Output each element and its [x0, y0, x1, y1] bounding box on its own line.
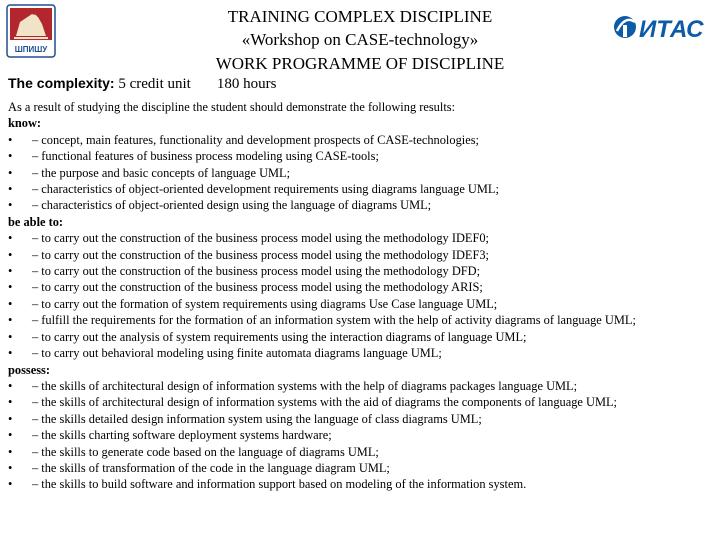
bullet-marker: •: [8, 264, 13, 279]
list-item-text: – to carry out the construction of the business process model using the methodology IDEF0;: [32, 231, 490, 246]
section-heading-know: know:: [8, 116, 42, 131]
list-item: [8, 230, 712, 246]
list-item-text: – the skills of transformation of the code in the language diagram UML;: [32, 460, 390, 475]
complexity-label: The complexity:: [8, 75, 115, 91]
list-item-text: – fulfill the requirements for the formation of an information system with the help of activity diagrams of language UML;: [32, 313, 636, 328]
complexity-hours: 180 hours: [216, 76, 277, 92]
title-line-3: WORK PROGRAMME OF DISCIPLINE: [215, 54, 505, 73]
intro-text: As a result of studying the discipline the student should demonstrate the following results:: [8, 100, 456, 114]
bullet-marker: •: [8, 149, 13, 164]
list-item-text: – characteristics of object-oriented development requirements using diagrams language UML;: [32, 182, 499, 197]
bullet-marker: •: [8, 280, 13, 295]
list-item-text: – the skills to build software and information support based on modeling of the information system.: [32, 477, 527, 492]
list-item: [8, 411, 712, 427]
list-item: [8, 197, 712, 213]
list-item: [8, 345, 712, 361]
list-item-text: – to carry out the analysis of system requirements using the interaction diagrams of language UML;: [32, 329, 527, 344]
list-item: [8, 279, 712, 295]
list-item-text: – the purpose and basic concepts of language UML;: [32, 165, 291, 180]
list-item-text: – functional features of business process modeling using CASE-tools;: [32, 149, 379, 164]
list-item-text: – the skills of architectural design of information systems with the help of diagrams packages language UML;: [32, 378, 578, 393]
title-line-1: TRAINING COMPLEX DISCIPLINE: [227, 7, 493, 26]
bullet-marker: •: [8, 198, 13, 213]
list-item-text: – characteristics of object-oriented design using the language of diagrams UML;: [32, 198, 432, 213]
list-item: [8, 444, 712, 460]
bullet-marker: •: [8, 165, 13, 180]
programme-content: [8, 99, 712, 493]
bullet-marker: •: [8, 460, 13, 475]
bullet-marker: •: [8, 378, 13, 393]
possess-list: [8, 378, 712, 493]
bullet-marker: •: [8, 411, 13, 426]
be-able-to-list: [8, 230, 712, 361]
list-item-text: – to carry out the construction of the business process model using the methodology DFD;: [32, 264, 481, 279]
complexity-row: [8, 74, 276, 93]
list-item: [8, 165, 712, 181]
complexity-credits: 5 credit unit: [118, 76, 191, 92]
list-item-text: – the skills to generate code based on the language of diagrams UML;: [32, 444, 379, 459]
university-logo-text: ШПИШУ: [14, 45, 48, 54]
bullet-marker: •: [8, 247, 13, 262]
bullet-marker: •: [8, 329, 13, 344]
section-heading-be-able-to: be able to:: [8, 214, 64, 229]
list-item: [8, 394, 712, 410]
list-item: [8, 460, 712, 476]
bullet-marker: •: [8, 477, 13, 492]
itas-logo-text: ИТАС: [639, 16, 704, 43]
bullet-marker: •: [8, 313, 13, 328]
itas-logo: [612, 10, 716, 44]
know-list: [8, 132, 712, 214]
list-item: [8, 132, 712, 148]
bullet-marker: •: [8, 346, 13, 361]
bullet-marker: •: [8, 231, 13, 246]
list-item-text: – concept, main features, functionality and development prospects of CASE-technologies;: [32, 132, 479, 147]
list-item-text: – to carry out behavioral modeling using finite automata diagrams language UML;: [32, 346, 442, 361]
list-item: [8, 148, 712, 164]
section-heading-possess: possess:: [8, 362, 50, 377]
list-item-text: – the skills charting software deployment systems hardware;: [32, 428, 332, 443]
list-item: [8, 329, 712, 345]
list-item: [8, 427, 712, 443]
list-item-text: – to carry out the formation of system requirements using diagrams Use Case language UML;: [32, 296, 498, 311]
list-item-text: – to carry out the construction of the business process model using the methodology ARIS;: [32, 280, 483, 295]
bullet-marker: •: [8, 428, 13, 443]
list-item: [8, 378, 712, 394]
university-logo: [6, 4, 56, 58]
list-item-text: – the skills detailed design information system using the language of class diagrams UML;: [32, 411, 482, 426]
list-item-text: – to carry out the construction of the business process model using the methodology IDEF3;: [32, 247, 490, 262]
list-item-text: – the skills of architectural design of information systems with the aid of diagrams the components of language UML;: [32, 395, 617, 410]
title-line-2: «Workshop on CASE-technology»: [241, 30, 479, 49]
bullet-marker: •: [8, 444, 13, 459]
list-item: [8, 296, 712, 312]
list-item: [8, 476, 712, 492]
bullet-marker: •: [8, 182, 13, 197]
list-item: [8, 247, 712, 263]
list-item: [8, 312, 712, 328]
list-item: [8, 181, 712, 197]
bullet-marker: •: [8, 296, 13, 311]
bullet-marker: •: [8, 395, 13, 410]
bullet-marker: •: [8, 132, 13, 147]
list-item: [8, 263, 712, 279]
